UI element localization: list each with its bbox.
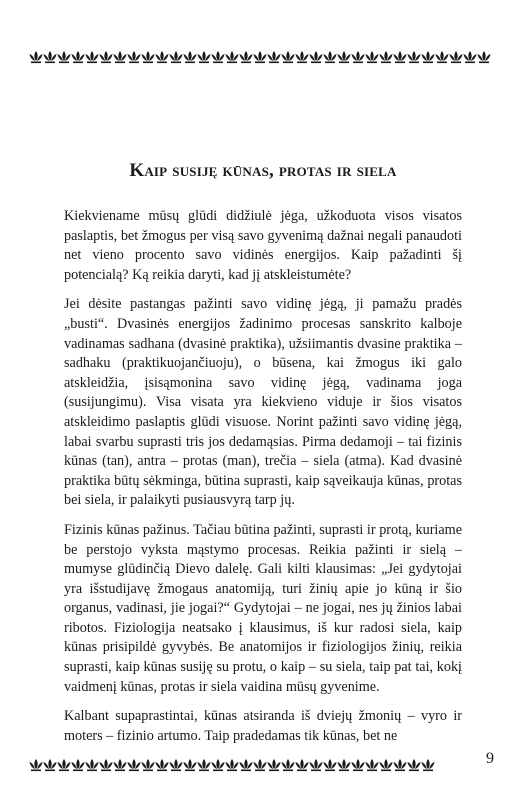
lotus-motif [156, 51, 169, 63]
lotus-motif [394, 759, 407, 771]
lotus-motif [254, 759, 267, 771]
lotus-motif [184, 759, 197, 771]
lotus-motif [212, 759, 225, 771]
lotus-motif [170, 759, 183, 771]
lotus-motif [324, 51, 337, 63]
lotus-motif [422, 51, 435, 63]
lotus-motif [86, 51, 99, 63]
lotus-motif [142, 759, 155, 771]
chapter-title: Kaip susiję kūnas, protas ir siela [129, 159, 397, 181]
lotus-motif [338, 759, 351, 771]
lotus-motif [338, 51, 351, 63]
lotus-motif [226, 759, 239, 771]
lotus-motif [352, 51, 365, 63]
lotus-motif [240, 759, 253, 771]
lotus-motif [30, 759, 43, 771]
lotus-ornament-icon [29, 757, 439, 773]
lotus-motif [450, 51, 463, 63]
lotus-motif [72, 759, 85, 771]
lotus-motif [366, 759, 379, 771]
lotus-motif [408, 51, 421, 63]
lotus-motif [380, 759, 393, 771]
lotus-motif [44, 759, 57, 771]
lotus-motif [464, 51, 477, 63]
lotus-motif [114, 759, 127, 771]
paragraph-3: Fizinis kūnas pažinus. Tačiau būtina pažinti, suprasti ir protą, kuriame be perstojo vyksta mąstymo procesas. Reikia pažinti ir sielą – mumyse glūdinčią Dievo dalelę. Gali kilti klausimas: „Jei gydytojai yra išstudijavę žmogaus anatomiją, turi žinių apie jo kūną ir šio organus, vadinasi, jie jogai?“ Gydytojai – ne jogai, nes jų žinios labai ribotos. Fiziologija neatsako į klausimus, iš kur radosi siela, kaip kūnas prisipildė gyvybės. Be anatomijos ir fiziologijos žinių, reikia suprasti, kaip kūnas susiję su protu, o kaip – su siela, taip pat tai, kokį vaidmenį kūnas, protas ir siela vaidina mūsų gyvenime. [64, 521, 462, 695]
lotus-motif [72, 51, 85, 63]
lotus-motif [352, 759, 365, 771]
lotus-motif [128, 759, 141, 771]
lotus-motif [296, 759, 309, 771]
lotus-motif [142, 51, 155, 63]
lotus-motif [30, 51, 43, 63]
lotus-motif [170, 51, 183, 63]
lotus-motif [296, 51, 309, 63]
lotus-motif [86, 759, 99, 771]
lotus-motif [254, 51, 267, 63]
lotus-motif [310, 51, 323, 63]
paragraph-1: Kiekviename mūsų glūdi didžiulė jėga, užkoduota visos visatos paslaptis, bet žmogus per visą savo gyvenimą dažnai negali panaudoti net vieno procento savo vidinės energijos. Kaip pažadinti šį potencialą? Ką reikia daryti, kad jį atskleistumėte? [64, 208, 462, 283]
lotus-motif [408, 759, 421, 771]
lotus-motif [380, 51, 393, 63]
lotus-motif [268, 759, 281, 771]
lotus-motif [114, 51, 127, 63]
paragraph-2: Jei dėsite pastangas pažinti savo vidinę jėgą, ji pamažu pradės „busti“. Dvasinės energijos žadinimo procesas sanskrito kalboje vadinamas sadhana (dvasinė praktika), užsiimantis dvasine praktika – sadhaku (praktikuojančiuoju), o būsena, kai žmogus iki galo atskleidžia, įsisąmonina savo vidinę jėgą, vadinama joga (susijungimu). Visa visata yra kiekvieno viduje ir šios visatos atskleidimo paslaptis glūdi visuose. Norint pažinti savo vidinę jėgą, labai svarbu suprasti tris jos dedamąsias. Pirma dedamoji – tai fizinis kūnas (tan), antra – protas (man), trečia – siela (atma). Kad dvasinė praktika būtų sėkminga, būtina suprasti, kaip sąveikauja kūnas, protas bei siela, ir palaikyti pusiausvyrą tarp jų. [64, 296, 462, 509]
lotus-ornament-icon [29, 49, 497, 65]
lotus-motif [100, 51, 113, 63]
lotus-motif [268, 51, 281, 63]
lotus-motif [212, 51, 225, 63]
lotus-motif [394, 51, 407, 63]
lotus-motif [184, 51, 197, 63]
lotus-motif [282, 51, 295, 63]
page-number: 9 [486, 750, 494, 767]
lotus-motif [44, 51, 57, 63]
paragraph-4: Kalbant supaprastintai, kūnas atsiranda iš dviejų žmonių – vyro ir moters – fizinio artumo. Taip pradedamas tik kūnas, bet ne [64, 708, 462, 744]
lotus-motif [58, 759, 71, 771]
lotus-motif [198, 51, 211, 63]
bottom-ornament-border [29, 757, 439, 773]
lotus-motif [324, 759, 337, 771]
lotus-motif [240, 51, 253, 63]
lotus-motif [422, 759, 435, 771]
top-ornament-border [29, 49, 497, 65]
body-text [64, 207, 462, 746]
lotus-motif [156, 759, 169, 771]
lotus-motif [310, 759, 323, 771]
lotus-motif [226, 51, 239, 63]
lotus-motif [128, 51, 141, 63]
lotus-motif [58, 51, 71, 63]
lotus-motif [282, 759, 295, 771]
lotus-motif [198, 759, 211, 771]
lotus-motif [366, 51, 379, 63]
lotus-motif [100, 759, 113, 771]
lotus-motif [436, 51, 449, 63]
lotus-motif [478, 51, 491, 63]
